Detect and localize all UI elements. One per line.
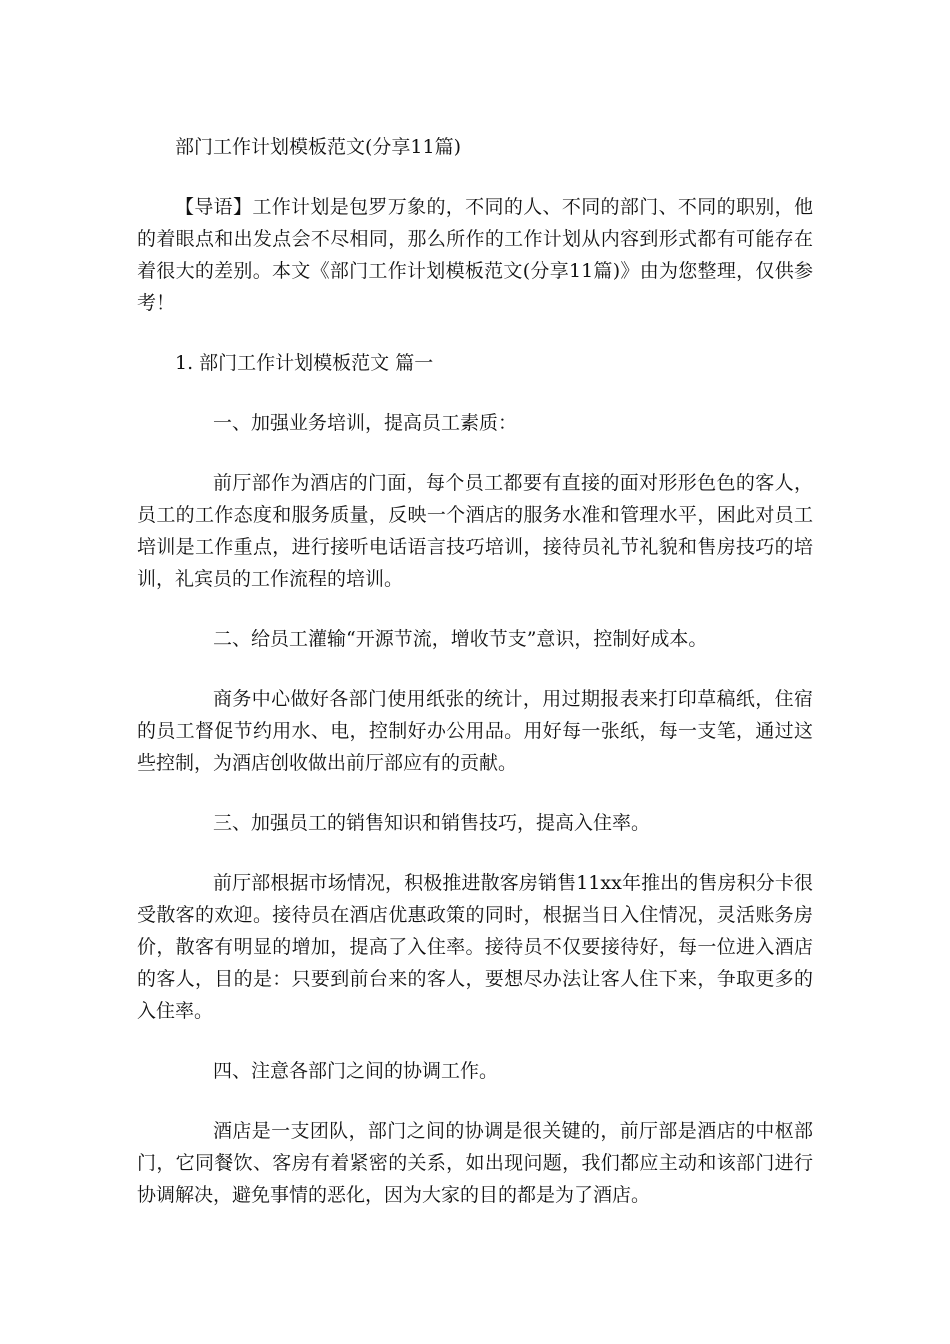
section-body-4: 酒店是一支团队，部门之间的协调是很关键的，前厅部是酒店的中枢部门，它同餐饮、客房有着紧密的关系，如出现问题，我们都应主动和该部门进行协调解决，避免事情的恶化，因为大家的目的都是为了酒店。 [137,1120,813,1206]
document-body [137,131,813,1239]
section-body-3: 前厅部根据市场情况，积极推进散客房销售11xx年推出的售房积分卡很受散客的欢迎。接待员在酒店优惠政策的同时，根据当日入住情况，灵活账务房价，散客有明显的增加，提高了入住率。接待员不仅要接待好，每一位进入酒店的客人，目的是：只要到前台来的客人，要想尽办法让客人住下来，争取更多的入住率。 [137,872,813,1022]
section-body-1: 前厅部作为酒店的门面，每个员工都要有直接的面对形形色色的客人，员工的工作态度和服务质量，反映一个酒店的服务水准和管理水平，困此对员工培训是工作重点，进行接听电话语言技巧培训，接待员礼节礼貌和售房技巧的培训，礼宾员的工作流程的培训。 [137,472,813,590]
section-body-2: 商务中心做好各部门使用纸张的统计，用过期报表来打印草稿纸，住宿的员工督促节约用水、电，控制好办公用品。用好每一张纸，每一支笔，通过这些控制，为酒店创收做出前厅部应有的贡献。 [137,688,813,774]
section-heading-4: 四、注意各部门之间的协调工作。 [213,1060,499,1082]
section-heading-2: 二、给员工灌输“开源节流，增收节支”意识，控制好成本。 [213,628,708,650]
intro-paragraph: 【导语】工作计划是包罗万象的，不同的人、不同的部门、不同的职别，他的着眼点和出发点会不尽相同，那么所作的工作计划从内容到形式都有可能存在着很大的差别。本文《部门工作计划模板范文(分享11篇)》由为您整理，仅供参考！ [137,196,813,314]
article-heading: 1. 部门工作计划模板范文 篇一 [175,352,434,374]
section-heading-1: 一、加强业务培训，提高员工素质： [213,412,518,434]
section-heading-3: 三、加强员工的销售知识和销售技巧，提高入住率。 [213,812,651,834]
document-title: 部门工作计划模板范文(分享11篇) [175,136,462,158]
